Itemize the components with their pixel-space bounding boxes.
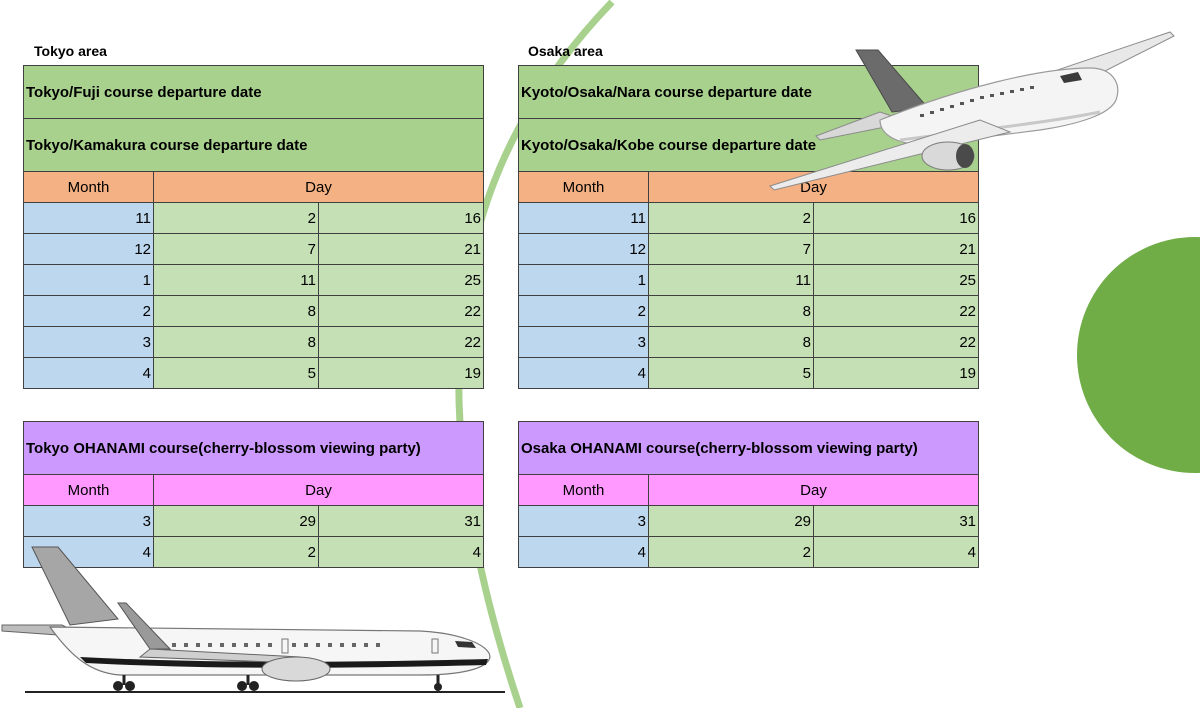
- day-cell: 22: [814, 296, 979, 327]
- day-cell: 11: [649, 265, 814, 296]
- day-header: Day: [649, 475, 979, 506]
- day-header: Day: [154, 172, 484, 203]
- month-cell: 11: [519, 203, 649, 234]
- day-cell: 11: [154, 265, 319, 296]
- day-cell: 16: [319, 203, 484, 234]
- airplane-parked-icon: [0, 545, 510, 695]
- tokyo-ohanami-course-title: Tokyo OHANAMI course(cherry-blossom viewing party): [24, 422, 484, 475]
- month-cell: 12: [24, 234, 154, 265]
- month-cell: 3: [519, 506, 649, 537]
- day-cell: 31: [319, 506, 484, 537]
- day-cell: 22: [319, 296, 484, 327]
- osaka-ohanami-table: [518, 421, 979, 568]
- tokyo-area-title: Tokyo area: [34, 43, 107, 59]
- table-row: [24, 327, 484, 358]
- day-cell: 7: [154, 234, 319, 265]
- table-row: [519, 203, 979, 234]
- table-row: [519, 327, 979, 358]
- day-cell: 8: [649, 296, 814, 327]
- day-cell: 5: [649, 358, 814, 389]
- table-row: [24, 296, 484, 327]
- day-cell: 5: [154, 358, 319, 389]
- day-cell: 2: [649, 203, 814, 234]
- month-cell: 2: [24, 296, 154, 327]
- month-cell: 1: [519, 265, 649, 296]
- day-cell: 16: [814, 203, 979, 234]
- green-circle: [1077, 237, 1200, 473]
- table-row: [519, 296, 979, 327]
- kyoto-osaka-kobe-course-title: Kyoto/Osaka/Kobe course departure date: [519, 119, 979, 172]
- table-row: [24, 265, 484, 296]
- table-row: [519, 358, 979, 389]
- month-header: Month: [519, 475, 649, 506]
- day-cell: 29: [154, 506, 319, 537]
- month-cell: 4: [519, 537, 649, 568]
- day-cell: 4: [319, 537, 484, 568]
- month-cell: 4: [24, 358, 154, 389]
- day-cell: 2: [154, 537, 319, 568]
- day-cell: 19: [319, 358, 484, 389]
- airplane-flying-icon: [760, 28, 1180, 193]
- tokyo-fuji-course-title: Tokyo/Fuji course departure date: [24, 66, 484, 119]
- day-cell: 2: [154, 203, 319, 234]
- day-cell: 8: [154, 327, 319, 358]
- day-cell: 8: [649, 327, 814, 358]
- day-cell: 19: [814, 358, 979, 389]
- osaka-area-title: Osaka area: [528, 43, 603, 59]
- month-cell: 12: [519, 234, 649, 265]
- table-row: [24, 358, 484, 389]
- tokyo-kamakura-course-title: Tokyo/Kamakura course departure date: [24, 119, 484, 172]
- day-cell: 2: [649, 537, 814, 568]
- day-cell: 21: [814, 234, 979, 265]
- table-row: [519, 537, 979, 568]
- kyoto-osaka-nara-course-title: Kyoto/Osaka/Nara course departure date: [519, 66, 979, 119]
- day-cell: 25: [814, 265, 979, 296]
- table-row: [24, 234, 484, 265]
- day-cell: 25: [319, 265, 484, 296]
- day-cell: 4: [814, 537, 979, 568]
- month-cell: 2: [519, 296, 649, 327]
- osaka-ohanami-course-title: Osaka OHANAMI course(cherry-blossom viewing party): [519, 422, 979, 475]
- table-row: [519, 506, 979, 537]
- day-cell: 7: [649, 234, 814, 265]
- month-cell: 4: [519, 358, 649, 389]
- day-cell: 29: [649, 506, 814, 537]
- month-cell: 3: [24, 506, 154, 537]
- month-cell: 3: [24, 327, 154, 358]
- month-header: Month: [24, 172, 154, 203]
- day-cell: 22: [814, 327, 979, 358]
- month-header: Month: [519, 172, 649, 203]
- day-cell: 21: [319, 234, 484, 265]
- day-cell: 31: [814, 506, 979, 537]
- table-row: [519, 234, 979, 265]
- month-cell: 1: [24, 265, 154, 296]
- month-cell: 11: [24, 203, 154, 234]
- day-cell: 8: [154, 296, 319, 327]
- month-header: Month: [24, 475, 154, 506]
- table-row: [519, 265, 979, 296]
- month-cell: 3: [519, 327, 649, 358]
- table-row: [24, 506, 484, 537]
- day-header: Day: [154, 475, 484, 506]
- month-cell: 4: [24, 537, 154, 568]
- day-header: Day: [649, 172, 979, 203]
- tokyo-departure-table: [23, 65, 484, 389]
- day-cell: 22: [319, 327, 484, 358]
- table-row: [24, 203, 484, 234]
